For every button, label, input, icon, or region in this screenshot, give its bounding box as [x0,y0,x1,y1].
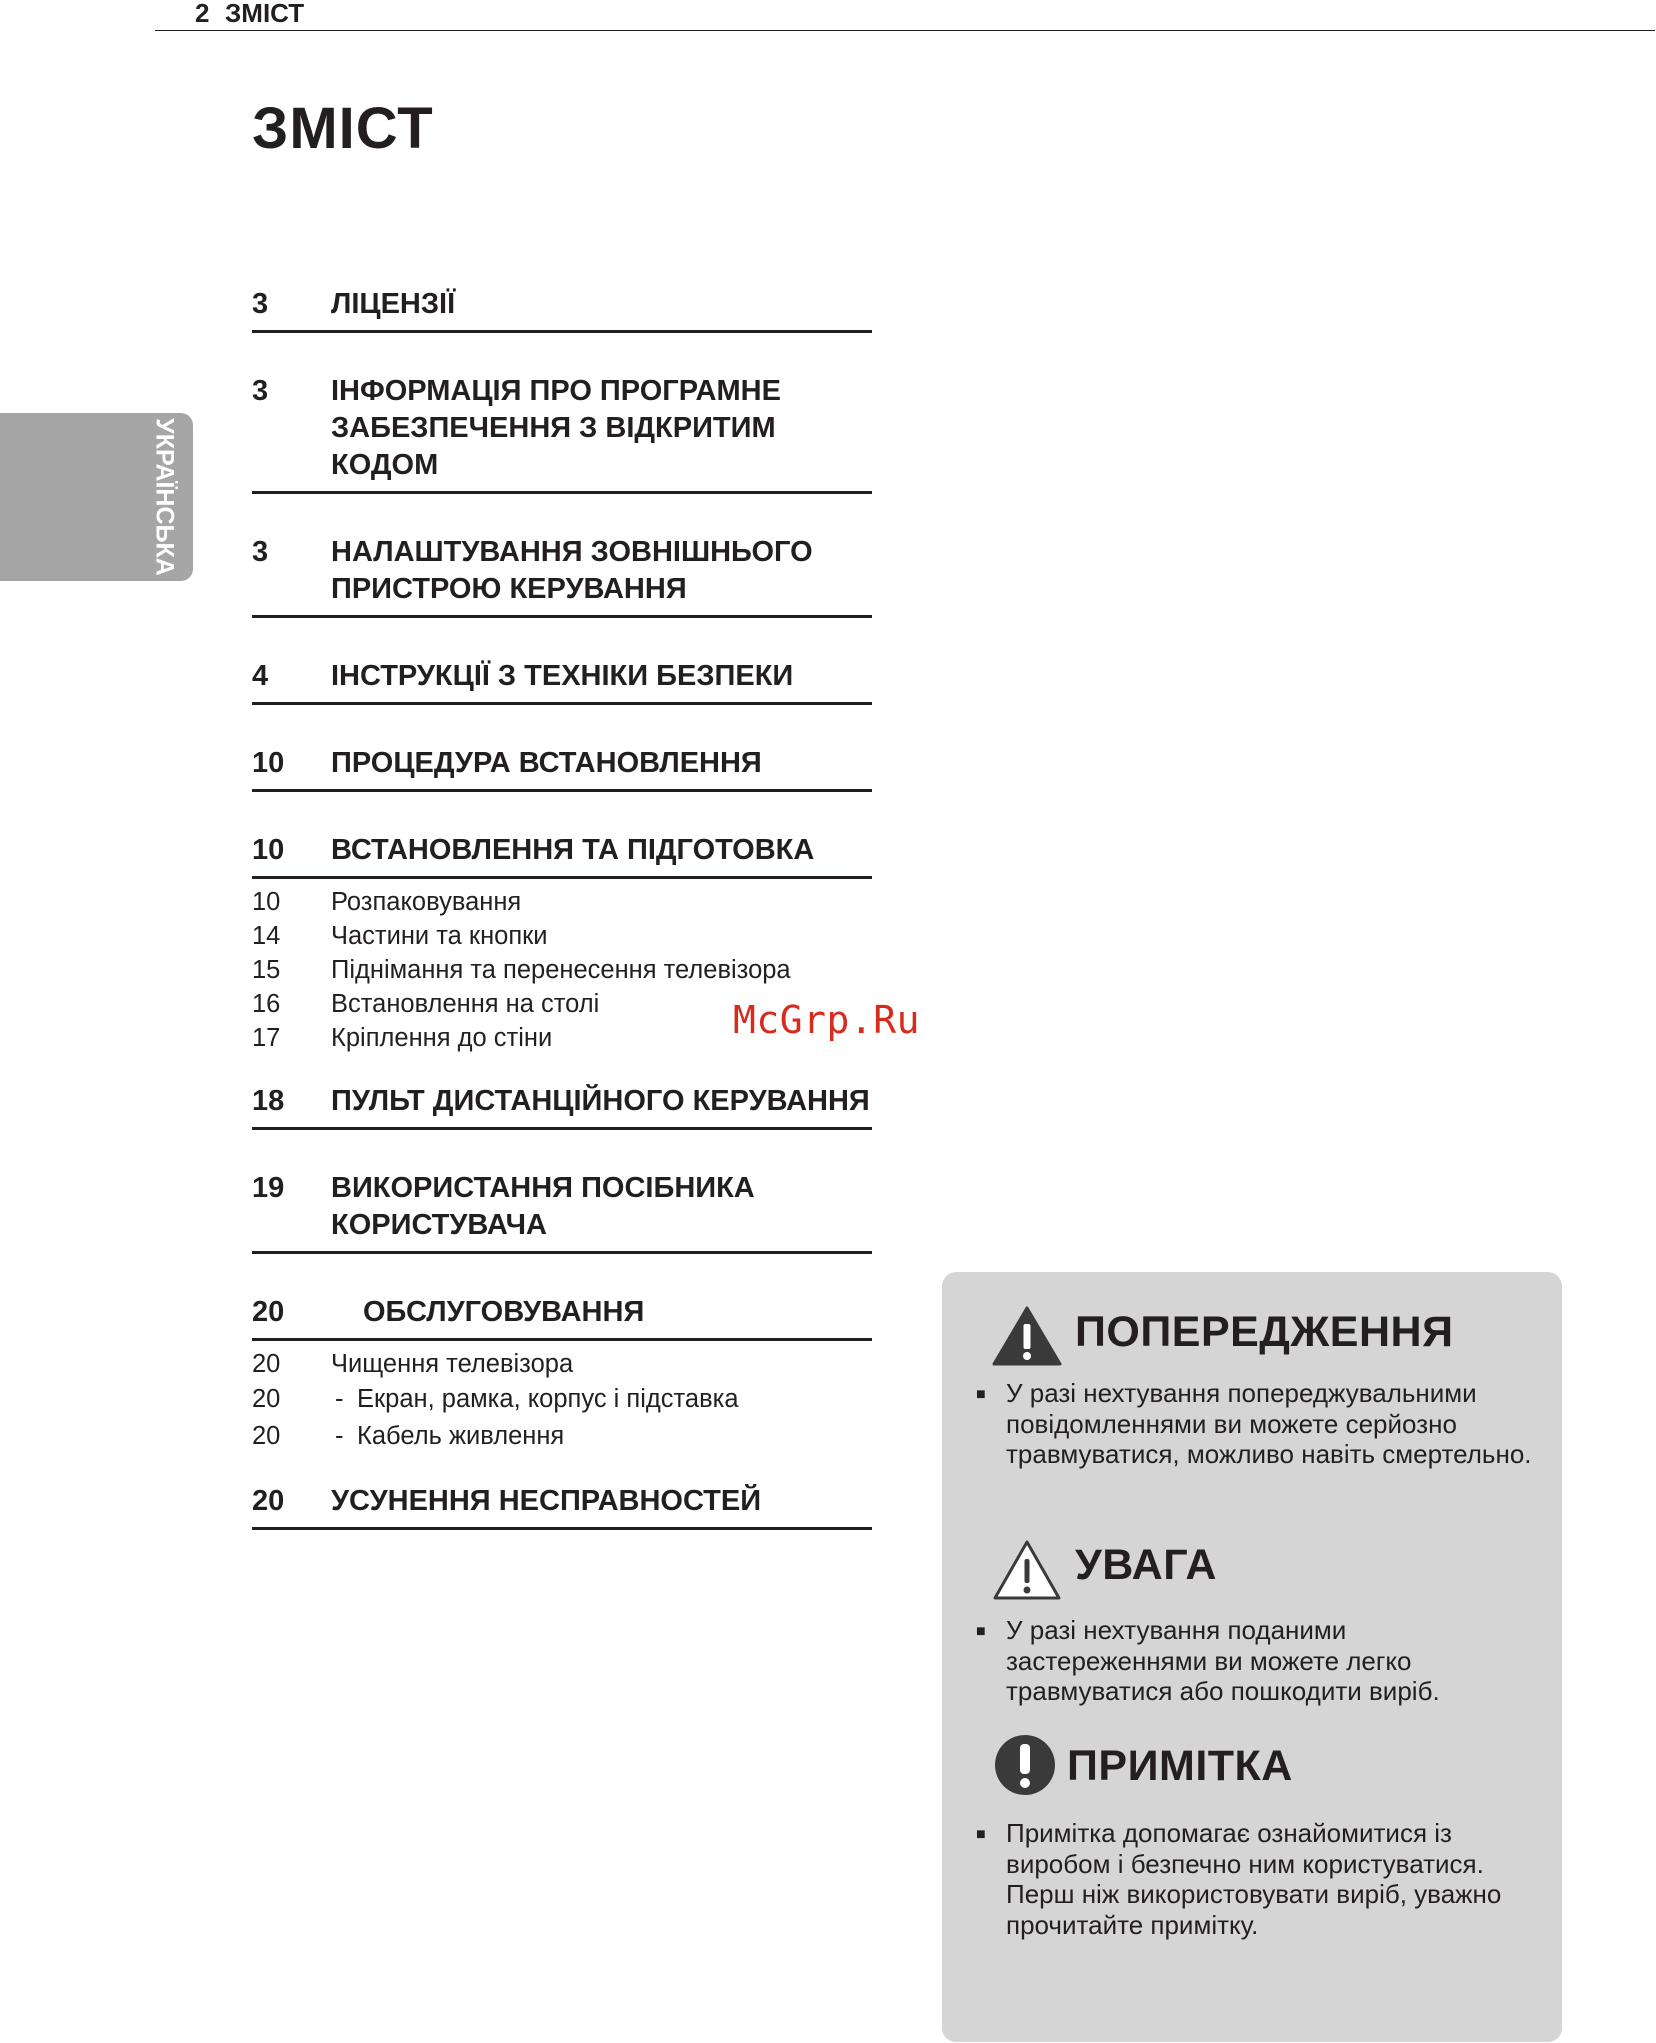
toc-subentry-page-number: 17 [252,1024,281,1052]
toc-page-number: 10 [252,834,285,866]
toc-section [252,1294,872,1341]
toc-page-number: 18 [252,1085,285,1117]
toc-section [252,1170,872,1254]
toc-subentry-title: Встановлення на столі [331,990,600,1018]
toc-entry[interactable] [252,832,872,876]
toc-subentry-title: Чищення телевізора [331,1350,574,1378]
toc-subentry-page-number: 20 [252,1385,281,1413]
toc-section-title: ВСТАНОВЛЕННЯ ТА ПІДГОТОВКА [331,834,815,866]
toc-entry[interactable] [252,1483,872,1527]
toc-subentry-title: - Екран, рамка, корпус і підставка [331,1381,739,1418]
note-body [976,1818,1536,1940]
warning-body [976,1378,1536,1470]
toc-entry[interactable] [252,1083,872,1127]
toc-page-number: 3 [252,536,269,568]
note-text: Примітка допомагає ознайомитися із виробом і безпечно ним користуватися. Перш ніж використовувати виріб, уважно прочитайте примітку. [1006,1818,1502,1940]
header-title: ЗМІСТ [225,0,305,28]
toc-entry[interactable] [252,373,872,491]
caution-text: У разі нехтування поданими застереженнями ви можете легко травмуватися або пошкодити виріб. [1006,1615,1440,1706]
watermark: McGrp.Ru [733,998,921,1042]
notice-box [942,1272,1562,2042]
toc-section-title: НАЛАШТУВАННЯ ЗОВНІШНЬОГО ПРИСТРОЮ КЕРУВАННЯ [331,536,813,605]
bullet: ■ [976,1623,986,1640]
toc-entry[interactable] [252,1294,872,1338]
toc-page-number: 3 [252,288,269,320]
table-of-contents [252,286,872,1530]
toc-page-number: 3 [252,375,269,407]
toc-entry[interactable] [252,745,872,789]
toc-section [252,373,872,494]
toc-entry[interactable] [252,1170,872,1251]
warning-text: У разі нехтування попереджувальними повідомленнями ви можете серйозно травмуватися, можливо навіть смертельно. [1006,1378,1532,1469]
toc-section-title: ПРОЦЕДУРА ВСТАНОВЛЕННЯ [331,747,762,779]
toc-section-title: ОБСЛУГОВУВАННЯ [363,1296,645,1328]
page-header [155,0,1655,31]
bullet: ■ [976,1386,986,1403]
language-side-tab [0,413,193,581]
toc-subentry-title: Частини та кнопки [331,922,548,950]
toc-section [252,832,872,879]
toc-section [252,658,872,705]
toc-section [252,286,872,333]
toc-section-title: ПУЛЬТ ДИСТАНЦІЙНОГО КЕРУВАННЯ [331,1085,870,1117]
exclamation-circle-icon [994,1734,1056,1796]
toc-page-number: 19 [252,1172,285,1204]
toc-entry[interactable] [252,286,872,330]
warning-heading: ПОПЕРЕДЖЕННЯ [1075,1308,1454,1356]
toc-subentry[interactable] [252,1418,872,1455]
toc-page-number: 20 [252,1485,285,1517]
language-label: УКРАЇНСЬКА [150,418,179,576]
page-title: ЗМІСТ [252,96,434,161]
toc-subsection-list [252,1347,872,1455]
toc-subentry-title: - Кабель живлення [331,1418,564,1455]
toc-subentry-page-number: 20 [252,1422,281,1450]
toc-subentry[interactable] [252,885,872,919]
toc-subentry[interactable] [252,1381,872,1418]
toc-section [252,1083,872,1130]
toc-page-number: 10 [252,747,285,779]
toc-subentry-page-number: 14 [252,922,281,950]
caution-heading: УВАГА [1075,1541,1217,1589]
toc-section-title: ІНСТРУКЦІЇ З ТЕХНІКИ БЕЗПЕКИ [331,660,794,692]
toc-subentry-page-number: 20 [252,1350,281,1378]
note-heading: ПРИМІТКА [1067,1742,1293,1790]
toc-subentry-page-number: 10 [252,888,281,916]
toc-entry[interactable] [252,658,872,702]
toc-subentry[interactable] [252,1347,872,1381]
toc-subentry-title: Кріплення до стіни [331,1024,553,1052]
caution-body [976,1615,1536,1707]
toc-section [252,745,872,792]
toc-subentry-title: Розпаковування [331,888,522,916]
toc-section-title: ЛІЦЕНЗІЇ [331,288,456,320]
toc-subentry[interactable] [252,953,872,987]
bullet: ■ [976,1826,986,1843]
toc-section-title: ІНФОРМАЦІЯ ПРО ПРОГРАМНЕ ЗАБЕЗПЕЧЕННЯ З ВІДКРИТИМ КОДОМ [331,375,781,481]
toc-page-number: 4 [252,660,269,692]
toc-section-title: УСУНЕННЯ НЕСПРАВНОСТЕЙ [331,1485,762,1517]
header-page-number: 2 [195,0,210,28]
toc-section [252,534,872,618]
warning-triangle-filled-icon [992,1306,1062,1366]
toc-subentry[interactable] [252,919,872,953]
toc-entry[interactable] [252,534,872,615]
toc-subentry-page-number: 16 [252,990,281,1018]
toc-page-number: 20 [252,1296,285,1328]
toc-subentry-title: Піднімання та перенесення телевізора [331,956,791,984]
toc-section [252,1483,872,1530]
toc-section-title: ВИКОРИСТАННЯ ПОСІБНИКА КОРИСТУВАЧА [331,1172,755,1241]
caution-triangle-outline-icon [992,1539,1062,1601]
toc-subentry-page-number: 15 [252,956,281,984]
